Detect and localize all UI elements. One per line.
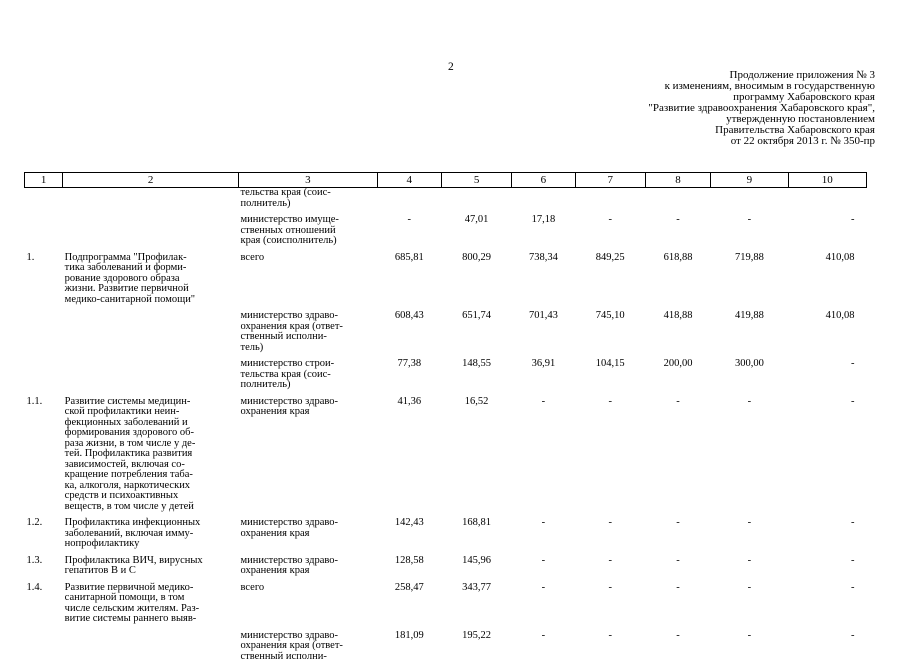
header-line: к изменениям, вносимым в государственную xyxy=(545,81,875,92)
value-cell: - xyxy=(645,209,710,247)
row-number: 1.3. xyxy=(25,550,63,577)
value-cell: 300,00 xyxy=(711,353,788,391)
value-cell xyxy=(645,188,710,210)
row-number xyxy=(25,353,63,391)
row-title xyxy=(63,188,239,210)
value-cell: - xyxy=(788,577,866,625)
value-cell: - xyxy=(788,512,866,550)
header-line: от 22 октября 2013 г. № 350-пр xyxy=(545,136,875,147)
value-cell: - xyxy=(575,391,645,513)
value-cell: 800,29 xyxy=(441,247,511,306)
column-header-5: 5 xyxy=(441,173,511,188)
value-cell: - xyxy=(711,209,788,247)
value-cell: - xyxy=(788,209,866,247)
value-cell: - xyxy=(645,577,710,625)
table-body xyxy=(25,188,867,662)
column-header-7: 7 xyxy=(575,173,645,188)
table-row xyxy=(25,209,867,247)
value-cell: 77,38 xyxy=(377,353,441,391)
header-line: "Развитие здравоохранения Хабаровского края", xyxy=(545,103,875,114)
value-cell: - xyxy=(512,391,575,513)
row-title: Развитие системы медицин- ской профилактики неин- фекционных заболеваний и формирования здорового об- раза жизни, в том числе у де- тей. Профилактика развития зависимостей, включая со- кращение потребления таба- ка, алкоголя, наркотических средств и психоактивных веществ, в том числе у детей xyxy=(63,391,239,513)
row-executor: министерство здраво- охранения края (ответ- ственный исполни- xyxy=(239,625,378,662)
header-line: Продолжение приложения № 3 xyxy=(545,70,875,81)
row-number xyxy=(25,305,63,353)
value-cell: 738,34 xyxy=(512,247,575,306)
value-cell: 128,58 xyxy=(377,550,441,577)
value-cell: 258,47 xyxy=(377,577,441,625)
value-cell: 701,43 xyxy=(512,305,575,353)
value-cell: 419,88 xyxy=(711,305,788,353)
value-cell: 181,09 xyxy=(377,625,441,662)
program-table xyxy=(24,172,867,662)
value-cell: - xyxy=(711,577,788,625)
table-row xyxy=(25,512,867,550)
value-cell: - xyxy=(788,625,866,662)
value-cell: 651,74 xyxy=(441,305,511,353)
header-line: Правительства Хабаровского края xyxy=(545,125,875,136)
value-cell: - xyxy=(711,391,788,513)
value-cell: 745,10 xyxy=(575,305,645,353)
header-line: утвержденную постановлением xyxy=(545,114,875,125)
value-cell: - xyxy=(711,550,788,577)
value-cell xyxy=(377,188,441,210)
row-executor: министерство строи- тельства края (соис- полнитель) xyxy=(239,353,378,391)
value-cell xyxy=(711,188,788,210)
table-row xyxy=(25,305,867,353)
value-cell: - xyxy=(645,550,710,577)
table-row xyxy=(25,353,867,391)
value-cell: 685,81 xyxy=(377,247,441,306)
appendix-header xyxy=(545,70,875,147)
value-cell: 148,55 xyxy=(441,353,511,391)
page-number: 2 xyxy=(448,61,454,73)
table-row xyxy=(25,391,867,513)
column-header-6: 6 xyxy=(512,173,575,188)
value-cell: - xyxy=(788,391,866,513)
table-row xyxy=(25,625,867,662)
row-executor: всего xyxy=(239,577,378,625)
value-cell: - xyxy=(512,512,575,550)
value-cell: 145,96 xyxy=(441,550,511,577)
table-row xyxy=(25,188,867,210)
value-cell: 849,25 xyxy=(575,247,645,306)
value-cell: - xyxy=(512,550,575,577)
row-executor: министерство имуще- ственных отношений края (соисполнитель) xyxy=(239,209,378,247)
row-title: Подпрограмма "Профилак- тика заболеваний и форми- рование здорового образа жизни. Развитие первичной медико-санитарной помощи" xyxy=(63,247,239,306)
value-cell: - xyxy=(788,353,866,391)
column-header-9: 9 xyxy=(711,173,788,188)
table-row xyxy=(25,550,867,577)
value-cell: - xyxy=(512,625,575,662)
header-line: программу Хабаровского края xyxy=(545,92,875,103)
value-cell xyxy=(788,188,866,210)
value-cell: - xyxy=(575,625,645,662)
row-title xyxy=(63,209,239,247)
row-number xyxy=(25,188,63,210)
row-executor: всего xyxy=(239,247,378,306)
row-title: Профилактика инфекционных заболеваний, включая имму- нопрофилактику xyxy=(63,512,239,550)
row-number: 1.2. xyxy=(25,512,63,550)
column-header-8: 8 xyxy=(645,173,710,188)
value-cell: 168,81 xyxy=(441,512,511,550)
row-title xyxy=(63,625,239,662)
column-header-2: 2 xyxy=(63,173,239,188)
value-cell: 343,77 xyxy=(441,577,511,625)
value-cell: 618,88 xyxy=(645,247,710,306)
value-cell: - xyxy=(645,391,710,513)
row-number: 1.1. xyxy=(25,391,63,513)
value-cell: - xyxy=(575,577,645,625)
value-cell: 142,43 xyxy=(377,512,441,550)
value-cell: 608,43 xyxy=(377,305,441,353)
row-number xyxy=(25,209,63,247)
value-cell: - xyxy=(575,512,645,550)
table-row xyxy=(25,577,867,625)
table-row xyxy=(25,247,867,306)
value-cell xyxy=(575,188,645,210)
value-cell: 17,18 xyxy=(512,209,575,247)
value-cell: 200,00 xyxy=(645,353,710,391)
row-executor: министерство здраво- охранения края xyxy=(239,512,378,550)
value-cell: 47,01 xyxy=(441,209,511,247)
value-cell xyxy=(512,188,575,210)
column-header-4: 4 xyxy=(377,173,441,188)
value-cell: 418,88 xyxy=(645,305,710,353)
value-cell: 16,52 xyxy=(441,391,511,513)
value-cell: - xyxy=(377,209,441,247)
row-title xyxy=(63,305,239,353)
column-header-10: 10 xyxy=(788,173,866,188)
value-cell: 104,15 xyxy=(575,353,645,391)
row-executor: министерство здраво- охранения края (ответ- ственный исполни- тель) xyxy=(239,305,378,353)
value-cell: 36,91 xyxy=(512,353,575,391)
value-cell xyxy=(441,188,511,210)
value-cell: 410,08 xyxy=(788,247,866,306)
row-executor: министерство здраво- охранения края xyxy=(239,550,378,577)
row-title: Развитие первичной медико- санитарной помощи, в том числе сельским жителям. Раз- витие системы раннего выяв- xyxy=(63,577,239,625)
row-number: 1.4. xyxy=(25,577,63,625)
table-header-row xyxy=(25,173,867,188)
value-cell: - xyxy=(711,625,788,662)
value-cell: - xyxy=(512,577,575,625)
value-cell: 41,36 xyxy=(377,391,441,513)
column-header-1: 1 xyxy=(25,173,63,188)
row-number xyxy=(25,625,63,662)
value-cell: 410,08 xyxy=(788,305,866,353)
row-title: Профилактика ВИЧ, вирусных гепатитов В и С xyxy=(63,550,239,577)
value-cell: - xyxy=(645,625,710,662)
value-cell: - xyxy=(575,550,645,577)
row-executor: тельства края (соис- полнитель) xyxy=(239,188,378,210)
column-header-3: 3 xyxy=(239,173,378,188)
value-cell: - xyxy=(575,209,645,247)
value-cell: - xyxy=(711,512,788,550)
row-title xyxy=(63,353,239,391)
value-cell: 719,88 xyxy=(711,247,788,306)
row-executor: министерство здраво- охранения края xyxy=(239,391,378,513)
row-number: 1. xyxy=(25,247,63,306)
value-cell: - xyxy=(645,512,710,550)
value-cell: 195,22 xyxy=(441,625,511,662)
value-cell: - xyxy=(788,550,866,577)
